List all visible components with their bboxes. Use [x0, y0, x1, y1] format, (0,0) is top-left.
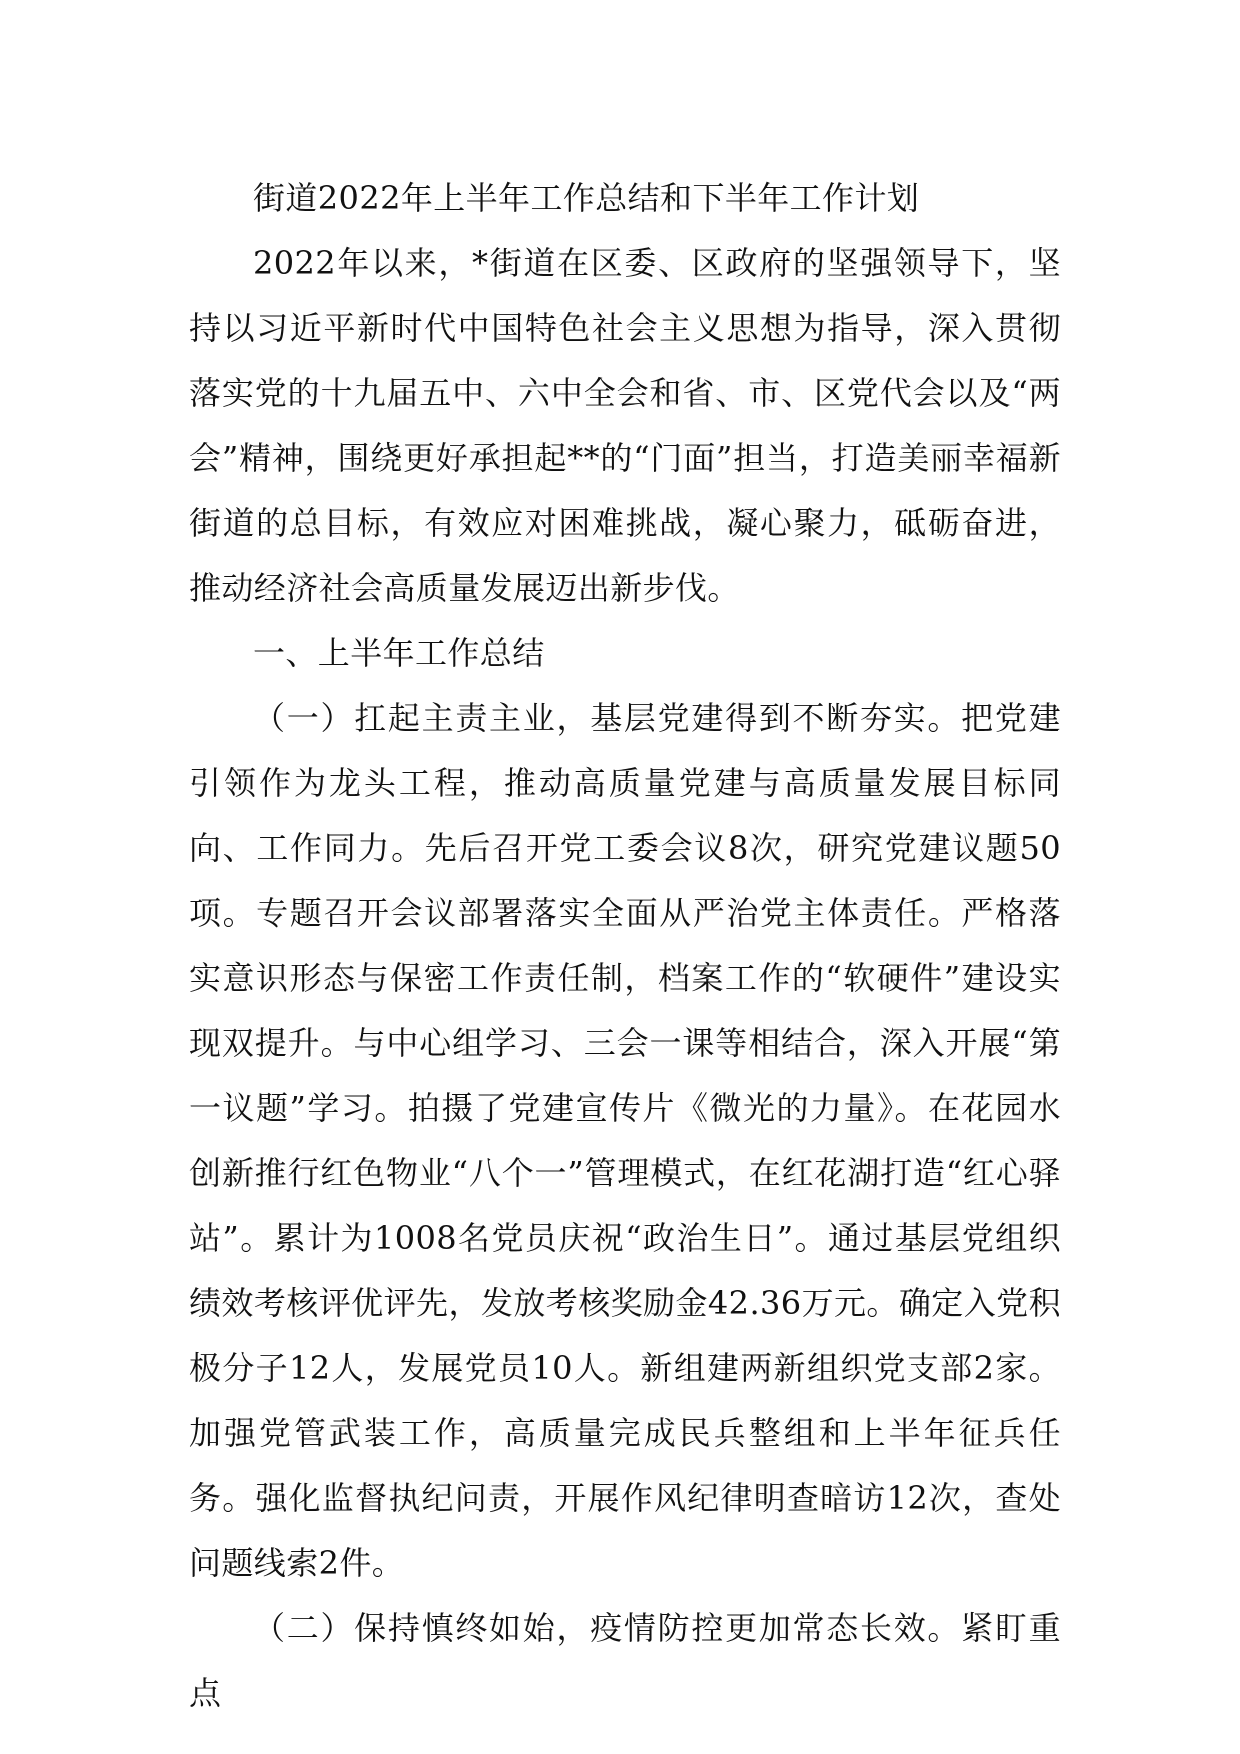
document-title: 街道2022年上半年工作总结和下半年工作计划 — [253, 179, 920, 217]
section-heading: 一、上半年工作总结 — [253, 634, 545, 672]
intro-paragraph: 2022年以来，*街道在区委、区政府的坚强领导下，坚持以习近平新时代中国特色社会主义思想为指导，深入贯彻落实党的十九届五中、六中全会和省、市、区党代会以及“两会”精神，围绕更好承担起**的“门面”担当，打造美丽幸福新街道的总目标，有效应对困难挑战，凝心聚力，砥砺奋进，推动经济社会高质量发展迈出新步伐。 — [189, 244, 1061, 607]
body-paragraph-party-building: （一）扛起主责主业，基层党建得到不断夯实。把党建引领作为龙头工程，推动高质量党建与高质量发展目标同向、工作同力。先后召开党工委会议8次，研究党建议题50项。专题召开会议部署落实全面从严治党主体责任。严格落实意识形态与保密工作责任制，档案工作的“软硬件”建设实现双提升。与中心组学习、三会一课等相结合，深入开展“第一议题”学习。拍摄了党建宣传片《微光的力量》。在花园水创新推行红色物业“八个一”管理模式，在红花湖打造“红心驿站”。累计为1008名党员庆祝“政治生日”。通过基层党组织绩效考核评优评先，发放考核奖励金42.36万元。确定入党积极分子12人，发展党员10人。新组建两新组织党支部2家。加强党管武装工作，高质量完成民兵整组和上半年征兵任务。强化监督执纪问责，开展作风纪律明查暗访12次，查处问题线索2件。 — [189, 699, 1061, 1582]
document-body — [189, 166, 1061, 1726]
body-paragraph-epidemic: （二）保持慎终如始，疫情防控更加常态长效。紧盯重点 — [189, 1609, 1061, 1712]
